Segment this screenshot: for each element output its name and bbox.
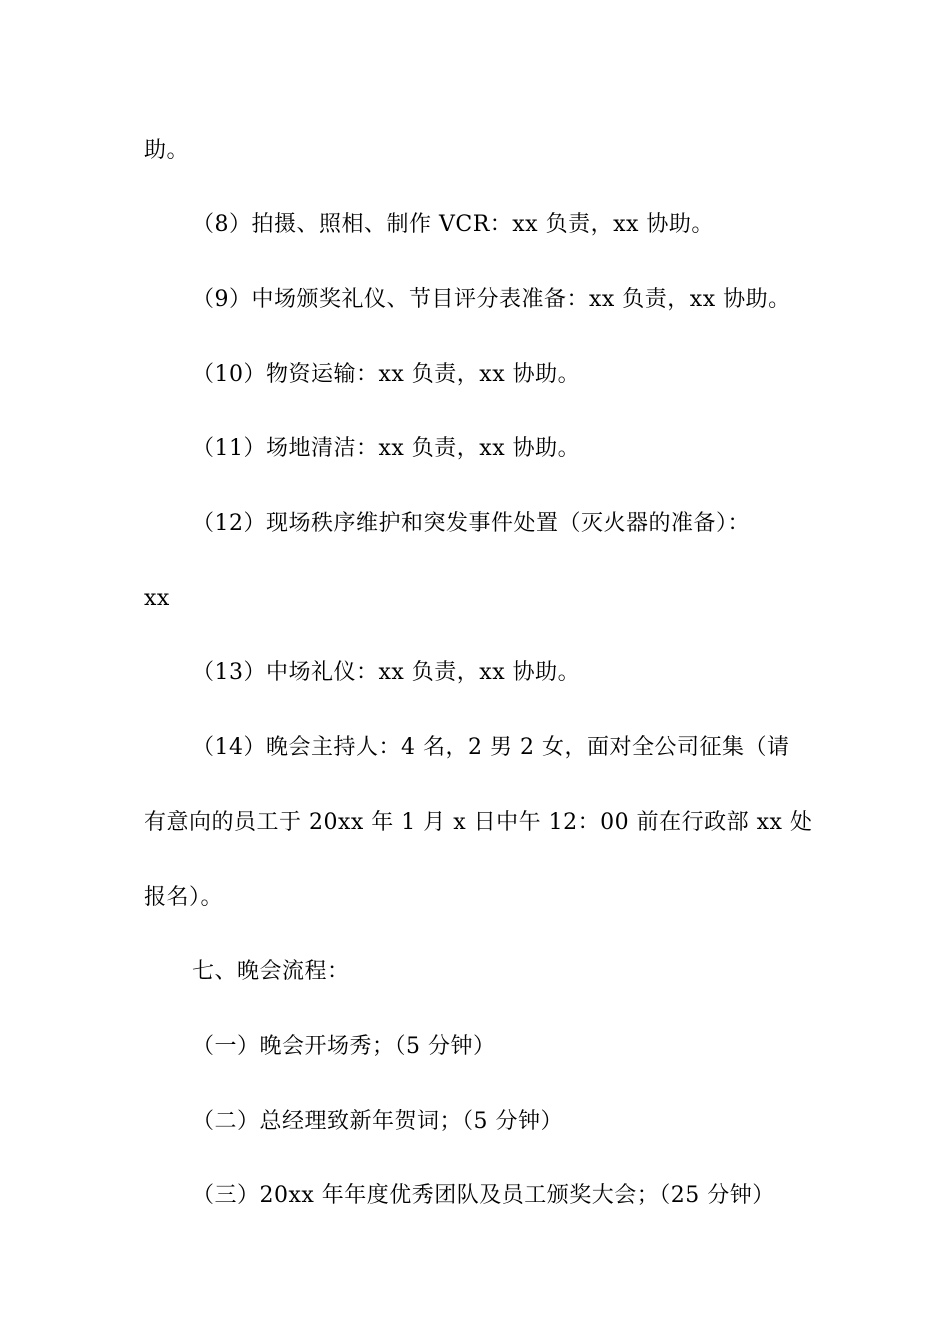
section-7-heading: 七、晚会流程： [192, 959, 350, 984]
item-12-order-maintenance: （12）现场秩序维护和突发事件处置（灭火器的准备）： [192, 511, 750, 536]
item-14-continuation-1: 有意向的员工于 20xx 年 1 月 x 日中午 12：00 前在行政部 xx 处 [144, 810, 813, 835]
item-11-venue-cleaning: （11）场地清洁：xx 负责，xx 协助。 [192, 436, 581, 461]
item-13-midfield-etiquette: （13）中场礼仪：xx 负责，xx 协助。 [192, 660, 581, 685]
paragraph-continuation-line: 助。 [144, 138, 190, 163]
item-10-material-transport: （10）物资运输：xx 负责，xx 协助。 [192, 362, 581, 387]
flow-item-3-award-ceremony: （三）20xx 年年度优秀团队及员工颁奖大会；（25 分钟） [192, 1183, 775, 1208]
item-12-continuation: xx [144, 586, 170, 611]
item-14-continuation-2: 报名）。 [144, 885, 224, 910]
item-9-award-etiquette: （9）中场颁奖礼仪、节目评分表准备：xx 负责，xx 协助。 [192, 287, 791, 312]
item-8-photography: （8）拍摄、照相、制作 VCR：xx 负责，xx 协助。 [192, 212, 714, 237]
flow-item-2-gm-speech: （二）总经理致新年贺词；（5 分钟） [192, 1109, 563, 1134]
flow-item-1-opening-show: （一）晚会开场秀；（5 分钟） [192, 1034, 496, 1059]
item-14-hosts: （14）晚会主持人：4 名，2 男 2 女，面对全公司征集（请 [192, 735, 790, 760]
